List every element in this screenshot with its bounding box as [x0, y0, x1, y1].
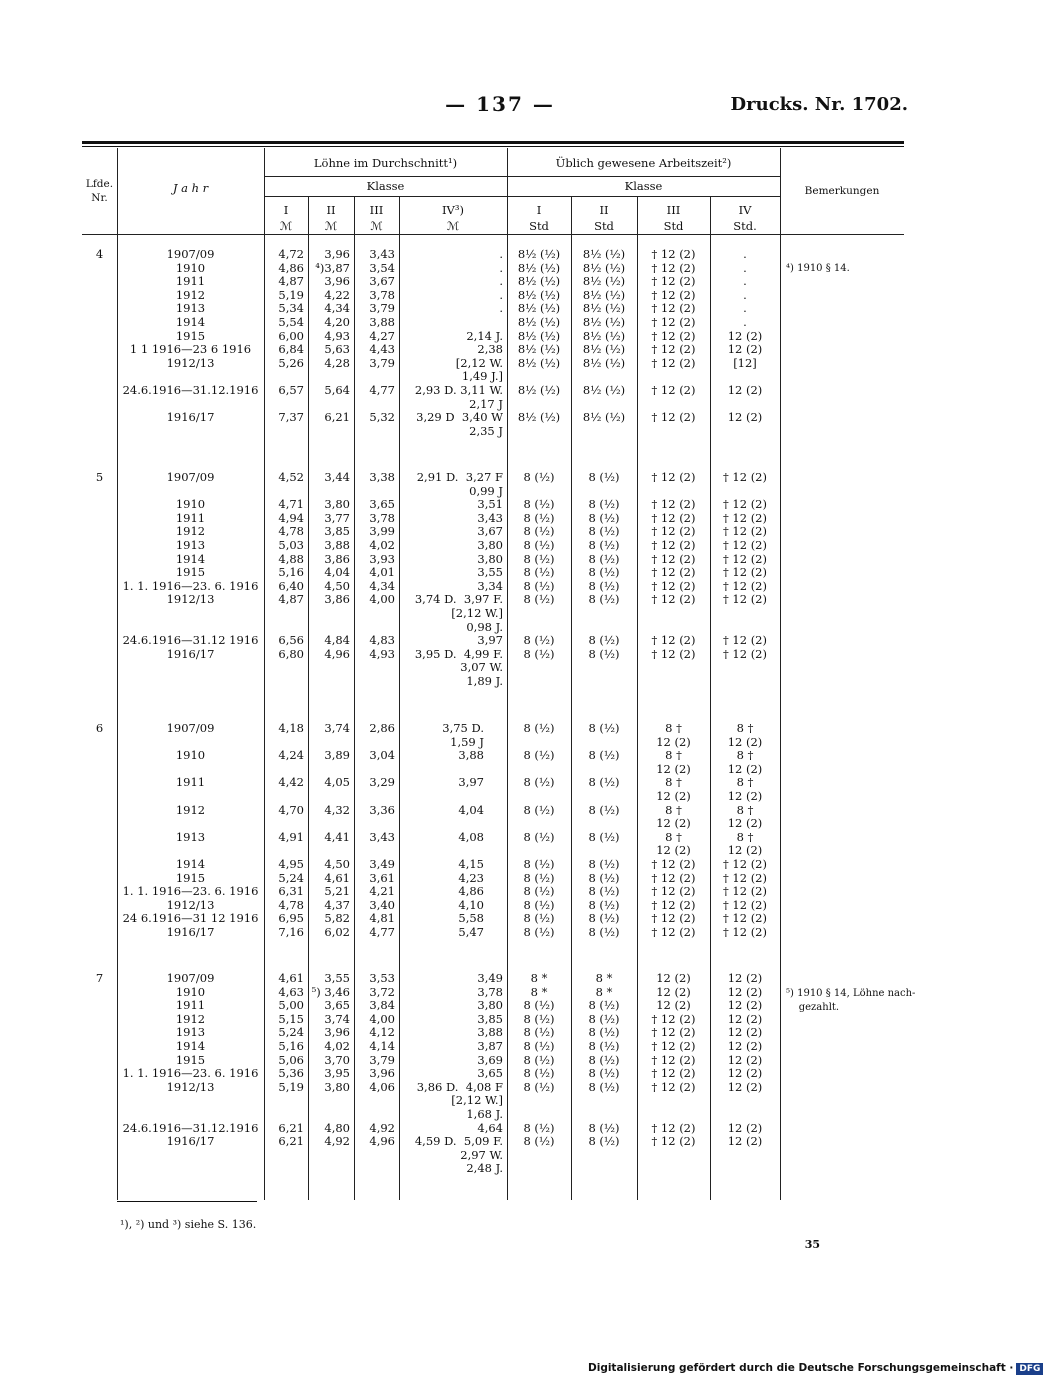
hours-class-3: 8 † 12 (2) 8 † 12 (2) 8 † 12 (2) 8 † 12 (2) 8 † 12 (2) † 12 (2) † 12 (2) † 12 (2) † 12 (2) † 12 (2) † 12 (2): [651, 721, 696, 939]
document-number: Drucks. Nr. 1702.: [730, 94, 908, 115]
col-unit-a3: Std: [663, 219, 684, 233]
year-column: 1907/09 1910 1911 1912 1913 1914 1915 1 1 1916—23 6 1916 1912/13 24.6.1916—31.12.1916 1916/17: [122, 247, 259, 425]
top-rule-thin: [82, 146, 904, 147]
wage-class-4: 3,49 3,78 3,80 3,85 3,88 3,87 3,69 3,65 3,86 D. 4,08 F [2,12 W.] 1,68 J. 4,64 4,59 D. 5,09 F. 2,97 W. 2,48 J.: [414, 971, 503, 1176]
hours-class-2: 8 (½) 8 (½) 8 (½) 8 (½) 8 (½) 8 (½) 8 (½) 8 (½) 8 (½) 8 (½) 8 (½): [588, 721, 620, 939]
year-column: 1907/09 1910 1911 1912 1913 1914 1915 1. 1. 1916—23. 6. 1916 1912/13 24.6.1916—31.12 1916 1916/17: [122, 470, 259, 661]
col-header-l2: II: [326, 203, 336, 217]
col-header-a2: II: [599, 203, 609, 217]
dfg-credit-text: Digitalisierung gefördert durch die Deutsche Forschungsgemeinschaft ·: [588, 1362, 1014, 1374]
col-header-loehne: Löhne im Durchschnitt¹): [313, 156, 458, 170]
col-header-l4: IV³): [442, 203, 464, 217]
wage-class-1: 4,72 4,86 4,87 5,19 5,34 5,54 6,00 6,84 5,26 6,57 7,37: [278, 247, 304, 425]
wage-class-2: 3,96 ⁴)3,87 3,96 4,22 4,34 4,20 4,93 5,63 4,28 5,64 6,21: [315, 247, 350, 425]
hours-class-1: 8 (½) 8 (½) 8 (½) 8 (½) 8 (½) 8 (½) 8 (½) 8 (½) 8 (½) 8 (½) 8 (½): [523, 470, 555, 661]
footnote-rule: [117, 1201, 257, 1202]
col-header-l3: III: [369, 203, 384, 217]
remark: ⁴) 1910 § 14.: [786, 263, 850, 274]
group-number: 5: [95, 470, 104, 484]
wage-class-4: 2,91 D. 3,27 F 0,99 J 3,51 3,43 3,67 3,80 3,80 3,55 3,34 3,74 D. 3,97 F. [2,12 W.] 0,98 J. 3,97 3,95 D. 4,99 F. 3,07 W. 1,89 J.: [414, 470, 503, 688]
col-header-a3: III: [666, 203, 681, 217]
hours-class-3: † 12 (2) † 12 (2) † 12 (2) † 12 (2) † 12 (2) † 12 (2) † 12 (2) † 12 (2) † 12 (2) † 12 (2) † 12 (2): [651, 247, 696, 425]
group-number: 7: [95, 971, 104, 985]
wage-class-1: 4,18 4,24 4,42 4,70 4,91 4,95 5,24 6,31 4,78 6,95 7,16: [278, 721, 304, 939]
wage-class-2: 3,74 3,89 4,05 4,32 4,41 4,50 4,61 5,21 4,37 5,82 6,02: [324, 721, 350, 939]
hours-class-4: 12 (2) 12 (2) 12 (2) 12 (2) 12 (2) 12 (2) 12 (2) 12 (2) 12 (2) 12 (2) 12 (2): [727, 971, 763, 1149]
year-column: 1907/09 1910 1911 1912 1913 1914 1915 1. 1. 1916—23. 6. 1916 1912/13 24 6.1916—31 12 1916 1916/17: [122, 721, 259, 939]
dfg-credit: [588, 1362, 1041, 1375]
col-header-klasse-loehne: Klasse: [366, 179, 405, 193]
col-header-bemerkungen: Bemerkungen: [804, 185, 880, 197]
col-header-a1: I: [536, 203, 542, 217]
wage-class-1: 4,61 4,63 5,00 5,15 5,24 5,16 5,06 5,36 5,19 6,21 6,21: [278, 971, 304, 1149]
wage-class-3: 3,38 3,65 3,78 3,99 4,02 3,93 4,01 4,34 4,00 4,83 4,93: [369, 470, 395, 661]
wage-class-4: . . . . . 2,14 J. 2,38 [2,12 W. 1,49 J.] 2,93 D. 3,11 W. 2,17 J 3,29 D 3,40 W 2,35 J: [414, 247, 503, 438]
group-number: 6: [95, 721, 104, 735]
footnote: ¹), ²) und ³) siehe S. 136.: [120, 1218, 257, 1231]
group-number: 4: [95, 247, 104, 261]
col-header-arbeitszeit: Üblich gewesene Arbeitszeit²): [555, 156, 732, 170]
hours-class-1: 8 * 8 * 8 (½) 8 (½) 8 (½) 8 (½) 8 (½) 8 (½) 8 (½) 8 (½) 8 (½): [523, 971, 555, 1149]
hours-class-2: 8½ (½) 8½ (½) 8½ (½) 8½ (½) 8½ (½) 8½ (½) 8½ (½) 8½ (½) 8½ (½) 8½ (½) 8½ (½): [582, 247, 626, 425]
remark: ⁵) 1910 § 14, Löhne nach- gezahlt.: [786, 988, 916, 1013]
col-unit-l4: ℳ: [446, 219, 460, 233]
hours-class-3: † 12 (2) † 12 (2) † 12 (2) † 12 (2) † 12 (2) † 12 (2) † 12 (2) † 12 (2) † 12 (2) † 12 (2) † 12 (2): [651, 470, 696, 661]
hours-class-4: . . . . . . 12 (2) 12 (2) [12] 12 (2) 12 (2): [727, 247, 763, 425]
hours-class-3: 12 (2) 12 (2) 12 (2) † 12 (2) † 12 (2) † 12 (2) † 12 (2) † 12 (2) † 12 (2) † 12 (2) † 12 (2): [651, 971, 696, 1149]
col-unit-l2: ℳ: [324, 219, 338, 233]
wage-class-3: 3,53 3,72 3,84 4,00 4,12 4,14 3,79 3,96 4,06 4,92 4,96: [369, 971, 395, 1149]
wage-class-3: 2,86 3,04 3,29 3,36 3,43 3,49 3,61 4,21 3,40 4,81 4,77: [369, 721, 395, 939]
col-unit-l1: ℳ: [279, 219, 293, 233]
col-header-jahr: J a h r: [172, 181, 209, 195]
wage-class-3: 3,43 3,54 3,67 3,78 3,79 3,88 4,27 4,43 3,79 4,77 5,32: [369, 247, 395, 425]
top-rule: [82, 141, 904, 144]
wage-class-4: 3,75 D. 1,59 J 3,88 3,97 4,04 4,08 4,15 4,23 4,86 4,10 5,58 5,47: [442, 721, 484, 939]
col-header-l1: I: [283, 203, 289, 217]
dfg-logo: DFG: [1016, 1363, 1043, 1375]
col-header-lfde: Lfde. Nr.: [85, 178, 114, 204]
hours-class-2: 8 * 8 * 8 (½) 8 (½) 8 (½) 8 (½) 8 (½) 8 (½) 8 (½) 8 (½) 8 (½): [588, 971, 620, 1149]
col-header-a4: IV: [738, 203, 752, 217]
col-unit-l3: ℳ: [370, 219, 383, 233]
sheet-number: 35: [804, 1238, 820, 1251]
col-unit-a1: Std: [529, 219, 549, 233]
page-number: — 137 —: [445, 92, 555, 116]
hours-class-1: 8 (½) 8 (½) 8 (½) 8 (½) 8 (½) 8 (½) 8 (½) 8 (½) 8 (½) 8 (½) 8 (½): [523, 721, 555, 939]
wage-class-2: 3,44 3,80 3,77 3,85 3,88 3,86 4,04 4,50 3,86 4,84 4,96: [324, 470, 350, 661]
hours-class-4: 8 † 12 (2) 8 † 12 (2) 8 † 12 (2) 8 † 12 (2) 8 † 12 (2) † 12 (2) † 12 (2) † 12 (2) † 12 (2) † 12 (2) † 12 (2): [723, 721, 767, 939]
col-unit-a2: Std: [594, 219, 614, 233]
hours-class-1: 8½ (½) 8½ (½) 8½ (½) 8½ (½) 8½ (½) 8½ (½) 8½ (½) 8½ (½) 8½ (½) 8½ (½) 8½ (½): [517, 247, 561, 425]
year-column: 1907/09 1910 1911 1912 1913 1914 1915 1. 1. 1916—23. 6. 1916 1912/13 24.6.1916—31.12.1916 1916/17: [122, 971, 259, 1149]
wage-class-2: 3,55 ⁵) 3,46 3,65 3,74 3,96 4,02 3,70 3,95 3,80 4,80 4,92: [311, 971, 350, 1149]
wage-class-1: 4,52 4,71 4,94 4,78 5,03 4,88 5,16 6,40 4,87 6,56 6,80: [278, 470, 304, 661]
col-header-klasse-arbeitszeit: Klasse: [624, 179, 663, 193]
hours-class-4: † 12 (2) † 12 (2) † 12 (2) † 12 (2) † 12 (2) † 12 (2) † 12 (2) † 12 (2) † 12 (2) † 12 (2) † 12 (2): [723, 470, 767, 661]
hours-class-2: 8 (½) 8 (½) 8 (½) 8 (½) 8 (½) 8 (½) 8 (½) 8 (½) 8 (½) 8 (½) 8 (½): [588, 470, 620, 661]
col-unit-a4: Std.: [733, 219, 757, 233]
